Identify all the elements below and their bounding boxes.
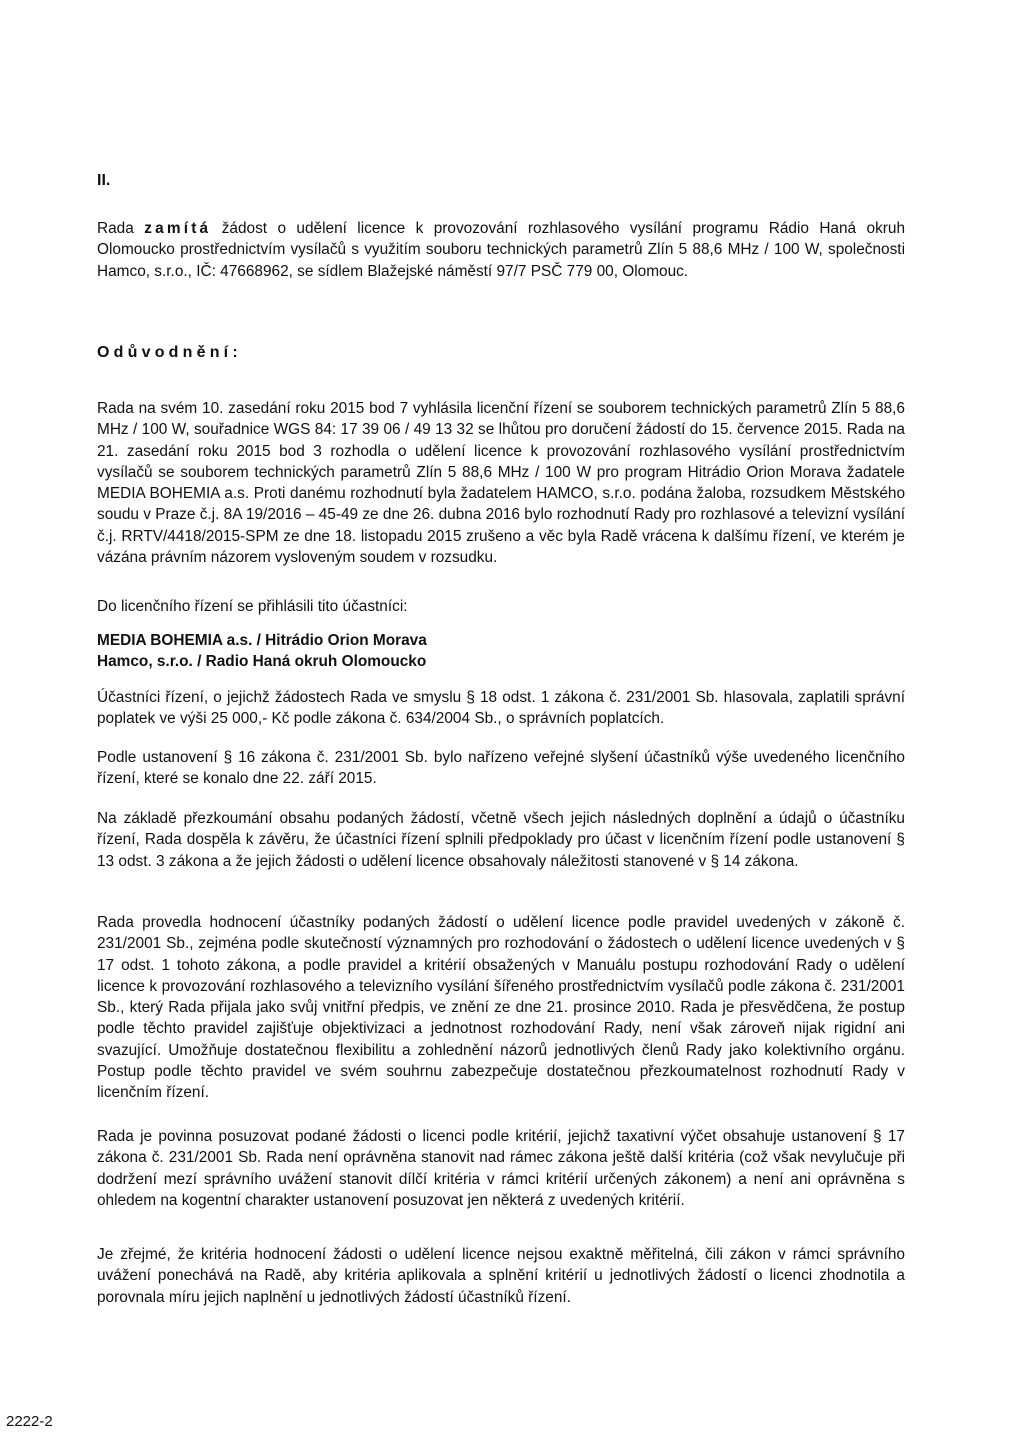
- decision-pre: Rada: [97, 220, 134, 237]
- reasoning-heading: Odůvodnění:: [97, 344, 242, 361]
- decision-paragraph: [97, 218, 905, 282]
- paragraph-1: Rada na svém 10. zasedání roku 2015 bod 7 vyhlásila licenční řízení se souborem technických parametrů Zlín 5 88,6 MHz / 100 W, souřadnice WGS 84: 17 39 06 / 49 13 32 se lhůtou pro doručení žádostí do 15. července 2015. Rada na 21. zasedání roku 2015 bod 3 rozhodla o udělení licence k provozování rozhlasového vysílání prostřednictvím vysílačů se souborem technických parametrů Zlín 5 88,6 MHz / 100 W pro program Hitrádio Orion Morava žadatele MEDIA BOHEMIA a.s. Proti danému rozhodnutí byla žadatelem HAMCO, s.r.o. podána žaloba, rozsudkem Městského soudu v Praze č.j. 8A 19/2016 – 45-49 ze dne 26. dubna 2016 bylo rozhodnutí Rady pro rozhlasové a televizní vysílání č.j. RRTV/4418/2015-SPM ze dne 18. listopadu 2015 zrušeno a věc byla Radě vrácena k dalšímu řízení, ve kterém je vázána právním názorem vysloveným soudem v rozsudku.: [97, 400, 905, 567]
- decision-emphasis: zamítá: [144, 220, 212, 237]
- paragraph-8: Je zřejmé, že kritéria hodnocení žádosti o udělení licence nejsou exaktně měřitelná, čili zákon v rámci správního uvážení ponechává na Radě, aby kritéria aplikovala a splnění kritérií u jednotlivých žádostí o licenci zhodnotila a porovnala míru jejich naplnění u jednotlivých žádostí účastníků řízení.: [97, 1246, 905, 1306]
- paragraph-7: Rada je povinna posuzovat podané žádosti o licenci podle kritérií, jejichž taxativní výčet obsahuje ustanovení § 17 zákona č. 231/2001 Sb. Rada není oprávněna stanovit nad rámec zákona ještě další kritéria (což však nevylučuje při dodržení mezí správního uvážení stanovit dílčí kritéria v rámci kritérií určených zákonem) a není ani oprávněna s ohledem na kogentní charakter ustanovení posuzovat jen některá z uvedených kritérií.: [97, 1128, 905, 1209]
- participant-list: [97, 630, 905, 673]
- paragraph-3: Účastníci řízení, o jejichž žádostech Rada ve smyslu § 18 odst. 1 zákona č. 231/2001 Sb. hlasovala, zaplatili správní poplatek ve výši 25 000,- Kč podle zákona č. 634/2004 Sb., o správních poplatcích.: [97, 689, 905, 728]
- decision-text: žádost o udělení licence k provozování rozhlasového vysílání programu Rádio Haná okruh Olomoucko prostřednictvím vysílačů s využitím souboru technických parametrů Zlín 5 88,6 MHz / 100 W, společnosti Hamco, s.r.o., IČ: 47668962, se sídlem Blažejské náměstí 97/7 PSČ 779 00, Olomouc.: [97, 220, 906, 280]
- participant-1: MEDIA BOHEMIA a.s. / Hitrádio Orion Morava: [97, 632, 427, 649]
- page-number: 2222-2: [6, 1413, 53, 1430]
- paragraph-5: Na základě přezkoumání obsahu podaných žádostí, včetně všech jejich následných doplnění a údajů o účastníku řízení, Rada dospěla k závěru, že účastníci řízení splnili předpoklady pro účast v licenčním řízení podle ustanovení § 13 odst. 3 zákona a že jejich žádosti o udělení licence obsahovaly náležitosti stanovené v § 14 zákona.: [97, 810, 905, 870]
- section-heading: II.: [97, 172, 111, 189]
- paragraph-4: Podle ustanovení § 16 zákona č. 231/2001 Sb. bylo nařízeno veřejné slyšení účastníků výše uvedeného licenčního řízení, které se konalo dne 22. září 2015.: [97, 749, 905, 788]
- paragraph-6: Rada provedla hodnocení účastníky podaných žádostí o udělení licence podle pravidel uvedených v zákoně č. 231/2001 Sb., zejména podle skutečností významných pro rozhodování o žádostech o udělení licence uvedených v § 17 odst. 1 tohoto zákona, a podle pravidel a kritérií obsažených v Manuálu postupu rozhodování Rady o udělení licence k provozování rozhlasového a televizního vysílání šířeného prostřednictvím vysílačů podle zákona č. 231/2001 Sb., který Rada přijala jako svůj vnitřní předpis, ve znění ze dne 21. prosince 2010. Rada je přesvědčena, že postup podle těchto pravidel zajišťuje objektivizaci a jednotnost rozhodování Rady, není však zároveň nijak rigidní ani svazující. Umožňuje dostatečnou flexibilitu a zohlednění názorů jednotlivých členů Rady jako kolektivního orgánu. Postup podle těchto pravidel ve svém souhrnu zabezpečuje dostatečnou přezkoumatelnost rozhodnutí Rady v licenčním řízení.: [97, 914, 905, 1102]
- paragraph-2: Do licenčního řízení se přihlásili tito účastníci:: [97, 598, 408, 615]
- participant-2: Hamco, s.r.o. / Radio Haná okruh Olomoucko: [97, 653, 427, 671]
